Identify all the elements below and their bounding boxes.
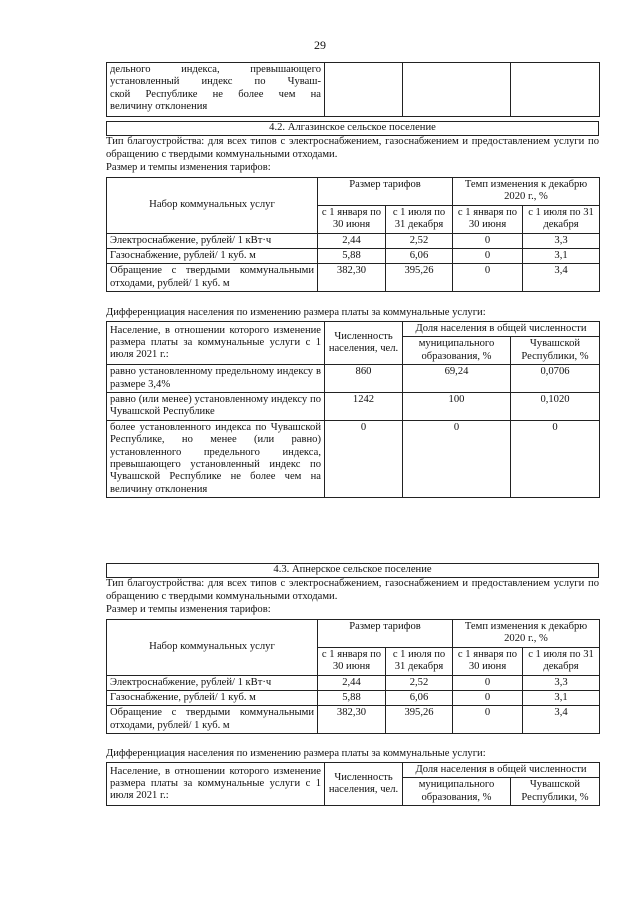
- header-service: Набор коммунальных услуг: [107, 178, 318, 234]
- header-jul: с 1 июля по 31 декабря: [386, 647, 453, 675]
- tariff-jan: 5,88: [318, 249, 386, 264]
- header-rate-jul: с 1 июля по 31 декабря: [523, 647, 600, 675]
- service-name: Газоснабжение, рублей/ 1 куб. м: [107, 691, 318, 706]
- rate-jan: 0: [453, 264, 523, 292]
- population-table: [106, 321, 600, 498]
- diff-heading: Дифференциация населения по изменению размера платы за коммунальные услуги:: [106, 748, 486, 759]
- carryover-table: [106, 62, 600, 117]
- header-count: Численность населения, чел.: [325, 763, 403, 806]
- tariff-jan: 382,30: [318, 706, 386, 734]
- population-count: 860: [325, 365, 403, 393]
- rate-jul: 3,1: [523, 691, 600, 706]
- table-row: [107, 675, 600, 690]
- table-cell: [511, 63, 600, 117]
- header-rate: Темп изменения к декабрю 2020 г., %: [453, 620, 600, 648]
- table-row: [107, 691, 600, 706]
- population-group: равно установленному предельному индексу в размере 3,4%: [107, 365, 325, 393]
- rate-jul: 3,4: [523, 264, 600, 292]
- rate-jan: 0: [453, 233, 523, 248]
- table-row: [107, 706, 600, 734]
- header-jul: с 1 июля по 31 декабря: [386, 205, 453, 233]
- share-republic: 0,1020: [511, 393, 600, 421]
- section-title: 4.2. Алгазинское сельское поселение: [106, 121, 599, 135]
- rate-jan: 0: [453, 691, 523, 706]
- header-rate: Темп изменения к декабрю 2020 г., %: [453, 178, 600, 206]
- tariff-jan: 2,44: [318, 233, 386, 248]
- text-line: величину отклонения: [110, 101, 208, 113]
- service-name: Газоснабжение, рублей/ 1 куб. м: [107, 249, 318, 264]
- rate-jul: 3,3: [523, 233, 600, 248]
- tariff-jul: 2,52: [386, 233, 453, 248]
- table-row: [107, 365, 600, 393]
- header-tariff-size: Размер тарифов: [318, 178, 453, 206]
- table-row: [107, 393, 600, 421]
- share-republic: 0: [511, 420, 600, 497]
- text-line: дельного индекса, превышающего: [110, 64, 321, 75]
- tariff-jul: 6,06: [386, 691, 453, 706]
- share-municipal: 0: [403, 420, 511, 497]
- table-row: [107, 233, 600, 248]
- header-tariff-size: Размер тарифов: [318, 620, 453, 648]
- table-header-row: [107, 763, 600, 778]
- rate-jul: 3,3: [523, 675, 600, 690]
- header-jan: с 1 января по 30 июня: [318, 647, 386, 675]
- tariff-table: [106, 177, 600, 292]
- rate-jul: 3,4: [523, 706, 600, 734]
- improvement-type-text: Тип благоустройства: для всех типов с электроснабжением, газоснабжением и предоставлением услуги по обращению с твердыми коммунальными отходами.: [106, 578, 599, 602]
- table-header-row: [107, 178, 600, 206]
- header-count: Численность населения, чел.: [325, 322, 403, 365]
- page-number: 29: [314, 38, 326, 52]
- header-republic: Чувашской Республики, %: [511, 778, 600, 806]
- header-service: Набор коммунальных услуг: [107, 620, 318, 676]
- tariff-jul: 395,26: [386, 706, 453, 734]
- tariffs-heading: Размер и темпы изменения тарифов:: [106, 604, 271, 615]
- table-row: [107, 63, 600, 117]
- carryover-text: [107, 63, 325, 117]
- rate-jan: 0: [453, 706, 523, 734]
- rate-jan: 0: [453, 249, 523, 264]
- share-municipal: 69,24: [403, 365, 511, 393]
- header-jan: с 1 января по 30 июня: [318, 205, 386, 233]
- tariff-table: [106, 619, 600, 734]
- table-header-row: [107, 620, 600, 648]
- population-group: равно (или менее) установленному индексу по Чувашской Республике: [107, 393, 325, 421]
- tariff-jul: 2,52: [386, 675, 453, 690]
- tariff-jan: 382,30: [318, 264, 386, 292]
- tariff-jan: 5,88: [318, 691, 386, 706]
- table-cell: [403, 63, 511, 117]
- population-group: более установленного индекса по Чувашской Республике, но менее (или равно) установленного предельного индекса, превышающего установленный индекс по Чувашской Республике не более чем на величину отклонения: [107, 420, 325, 497]
- section-title: 4.3. Апнерское сельское поселение: [106, 563, 599, 577]
- header-rate-jan: с 1 января по 30 июня: [453, 205, 523, 233]
- header-share: Доля населения в общей численности: [403, 763, 600, 778]
- table-row: [107, 264, 600, 292]
- population-count: 1242: [325, 393, 403, 421]
- diff-heading: Дифференциация населения по изменению размера платы за коммунальные услуги:: [106, 307, 486, 318]
- population-table: [106, 762, 600, 806]
- table-row: [107, 420, 600, 497]
- table-row: [107, 249, 600, 264]
- header-republic: Чувашской Республики, %: [511, 337, 600, 365]
- header-municipal: муниципального образования, %: [403, 337, 511, 365]
- header-population: Население, в отношении которого изменение размера платы за коммунальные услуги с 1 июля 2021 г.:: [107, 763, 325, 806]
- tariff-jan: 2,44: [318, 675, 386, 690]
- header-municipal: муниципального образования, %: [403, 778, 511, 806]
- service-name: Обращение с твердыми коммунальными отходами, рублей/ 1 куб. м: [107, 264, 318, 292]
- header-rate-jan: с 1 января по 30 июня: [453, 647, 523, 675]
- tariff-jul: 6,06: [386, 249, 453, 264]
- share-republic: 0,0706: [511, 365, 600, 393]
- text-line: ской Республике не более чем на: [110, 88, 321, 100]
- improvement-type-text: Тип благоустройства: для всех типов с электроснабжением, газоснабжением и предоставлением услуги по обращению с твердыми коммунальными отходами.: [106, 136, 599, 160]
- text-line: установленный индекс по Чуваш-: [110, 76, 321, 88]
- header-population: Население, в отношении которого изменение размера платы за коммунальные услуги с 1 июля 2021 г.:: [107, 322, 325, 365]
- header-share: Доля населения в общей численности: [403, 322, 600, 337]
- rate-jan: 0: [453, 675, 523, 690]
- table-cell: [325, 63, 403, 117]
- service-name: Электроснабжение, рублей/ 1 кВт·ч: [107, 233, 318, 248]
- service-name: Электроснабжение, рублей/ 1 кВт·ч: [107, 675, 318, 690]
- share-municipal: 100: [403, 393, 511, 421]
- service-name: Обращение с твердыми коммунальными отходами, рублей/ 1 куб. м: [107, 706, 318, 734]
- population-count: 0: [325, 420, 403, 497]
- table-header-row: [107, 322, 600, 337]
- tariffs-heading: Размер и темпы изменения тарифов:: [106, 162, 271, 173]
- rate-jul: 3,1: [523, 249, 600, 264]
- header-rate-jul: с 1 июля по 31 декабря: [523, 205, 600, 233]
- tariff-jul: 395,26: [386, 264, 453, 292]
